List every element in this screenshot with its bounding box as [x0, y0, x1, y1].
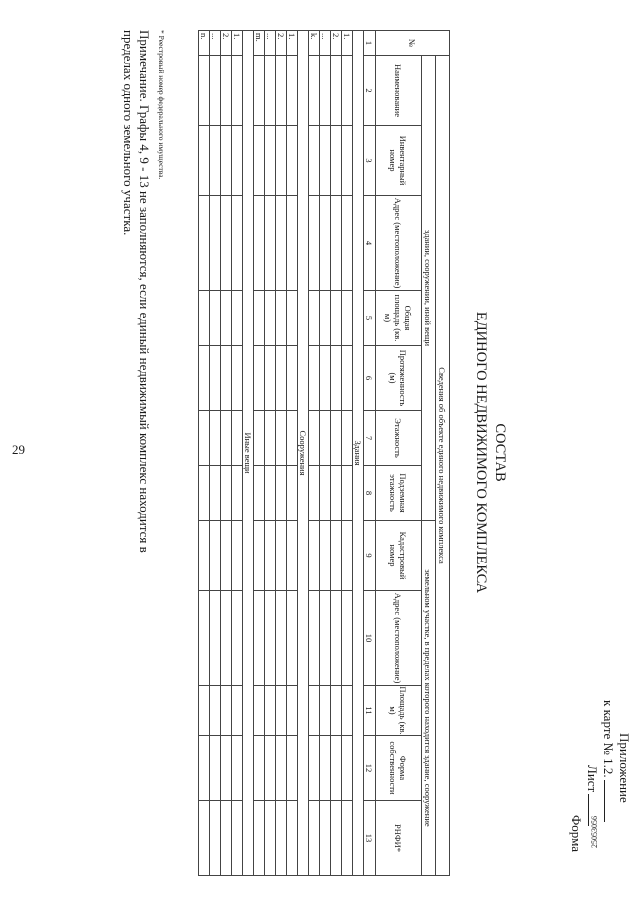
- table-cell: [221, 686, 232, 736]
- section-header-row: [243, 31, 254, 876]
- table-cell: [331, 736, 342, 801]
- table-cell: [276, 126, 287, 196]
- appendix-line: Приложение: [617, 733, 632, 803]
- table-cell: [199, 686, 210, 736]
- col-num: 9: [364, 521, 376, 591]
- table-cell: [309, 521, 320, 591]
- col-num: 13: [364, 801, 376, 876]
- table-cell: [254, 196, 265, 291]
- col-num: 11: [364, 686, 376, 736]
- table-cell: [309, 411, 320, 466]
- row-number: n.: [199, 31, 210, 56]
- table-cell: [232, 591, 243, 686]
- table-cell: [320, 466, 331, 521]
- table-cell: [265, 56, 276, 126]
- table-cell: [276, 686, 287, 736]
- row-number: 2.: [221, 31, 232, 56]
- table-cell: [221, 126, 232, 196]
- table-cell: [342, 291, 353, 346]
- table-cell: [331, 686, 342, 736]
- section-header-row: [298, 31, 309, 876]
- table-cell: [287, 801, 298, 876]
- row-number: ...: [320, 31, 331, 56]
- table-cell: [287, 466, 298, 521]
- table-cell: [342, 466, 353, 521]
- table-cell: [276, 291, 287, 346]
- table-cell: [287, 591, 298, 686]
- table-cell: [254, 56, 265, 126]
- sheet-number-line: [588, 794, 599, 826]
- table-cell: [331, 126, 342, 196]
- table-cell: [254, 591, 265, 686]
- table-cell: [331, 801, 342, 876]
- table-cell: [221, 591, 232, 686]
- header-land-area: Площадь (кв. м): [376, 686, 422, 736]
- table-cell: [342, 801, 353, 876]
- table-cell: [199, 801, 210, 876]
- table-cell: [331, 411, 342, 466]
- appendix-ref: [600, 645, 616, 865]
- col-num: 1: [364, 31, 376, 56]
- table-cell: [221, 346, 232, 411]
- table-row: [265, 31, 276, 876]
- table-cell: [342, 411, 353, 466]
- table-cell: [309, 686, 320, 736]
- table-cell: [210, 736, 221, 801]
- table-cell: [309, 801, 320, 876]
- table-cell: [232, 521, 243, 591]
- row-number: k.: [309, 31, 320, 56]
- header-ownership: Форма собственности: [376, 736, 422, 801]
- section-header-row: [353, 31, 364, 876]
- table-cell: [331, 521, 342, 591]
- table-cell: [199, 411, 210, 466]
- table-cell: [254, 466, 265, 521]
- header-rnfi: РНФИ*: [376, 801, 422, 876]
- table-cell: [210, 346, 221, 411]
- table-cell: [342, 736, 353, 801]
- header-floors: Этажность: [376, 411, 422, 466]
- table-cell: [210, 56, 221, 126]
- document-title: [471, 0, 509, 905]
- table-cell: [265, 521, 276, 591]
- table-cell: [254, 411, 265, 466]
- sheet-label: Лист: [585, 765, 600, 793]
- col-number-header: №: [376, 31, 450, 56]
- table-cell: [210, 521, 221, 591]
- col-num: 2: [364, 56, 376, 126]
- table-cell: [232, 801, 243, 876]
- table-cell: [331, 291, 342, 346]
- table-cell: [331, 56, 342, 126]
- table-cell: [254, 346, 265, 411]
- table-cell: [199, 346, 210, 411]
- table-cell: [342, 521, 353, 591]
- row-number: 2.: [331, 31, 342, 56]
- table-cell: [276, 591, 287, 686]
- header-name: Наименование: [376, 56, 422, 126]
- table-cell: [309, 196, 320, 291]
- table-cell: [210, 126, 221, 196]
- table-row: [287, 31, 298, 876]
- row-number: m.: [254, 31, 265, 56]
- table-cell: [254, 736, 265, 801]
- table-cell: [276, 411, 287, 466]
- table-cell: [342, 591, 353, 686]
- table-cell: [221, 56, 232, 126]
- table-cell: [320, 411, 331, 466]
- section-label: Здания: [353, 31, 364, 876]
- table-row: [221, 31, 232, 876]
- table-cell: [287, 686, 298, 736]
- table-cell: [265, 736, 276, 801]
- col-num: 8: [364, 466, 376, 521]
- table-cell: [199, 466, 210, 521]
- header-cadastral: Кадастровый номер: [376, 521, 422, 591]
- table-cell: [287, 56, 298, 126]
- table-cell: [287, 196, 298, 291]
- form-code: 25053056: [590, 816, 599, 848]
- table-cell: [210, 686, 221, 736]
- table-cell: [287, 736, 298, 801]
- col-num: 5: [364, 291, 376, 346]
- table-cell: [254, 686, 265, 736]
- table-cell: [309, 56, 320, 126]
- table-cell: [210, 196, 221, 291]
- header-underground: Подземная этажность: [376, 466, 422, 521]
- col-num: 3: [364, 126, 376, 196]
- table-cell: [254, 521, 265, 591]
- row-number: ...: [210, 31, 221, 56]
- table-cell: [221, 521, 232, 591]
- table-cell: [276, 521, 287, 591]
- table-row: [342, 31, 353, 876]
- table-row: [254, 31, 265, 876]
- row-number: 1.: [232, 31, 243, 56]
- table-cell: [199, 521, 210, 591]
- table-cell: [210, 466, 221, 521]
- table-cell: [331, 346, 342, 411]
- table-cell: [287, 346, 298, 411]
- complex-table: [198, 30, 450, 876]
- table-cell: [232, 291, 243, 346]
- group-building-header: здании, сооружении, иной вещи: [422, 56, 436, 521]
- table-cell: [199, 736, 210, 801]
- table-cell: [276, 196, 287, 291]
- table-cell: [320, 801, 331, 876]
- table-cell: [199, 126, 210, 196]
- table-cell: [221, 466, 232, 521]
- table-cell: [342, 196, 353, 291]
- table-cell: [287, 126, 298, 196]
- title-line-2: ЕДИНОГО НЕДВИЖИМОГО КОМПЛЕКСА: [473, 311, 489, 594]
- table-cell: [320, 56, 331, 126]
- table-cell: [320, 291, 331, 346]
- row-number: 2.: [276, 31, 287, 56]
- row-number: 1.: [342, 31, 353, 56]
- table-row: [210, 31, 221, 876]
- table-cell: [221, 196, 232, 291]
- table-cell: [276, 801, 287, 876]
- table-cell: [342, 56, 353, 126]
- header-inventory: Инвентарный номер: [376, 126, 422, 196]
- table-cell: [320, 346, 331, 411]
- table-cell: [309, 346, 320, 411]
- table-cell: [331, 196, 342, 291]
- table-cell: [232, 466, 243, 521]
- table-cell: [254, 291, 265, 346]
- table-cell: [276, 346, 287, 411]
- page-number: 29: [12, 442, 25, 457]
- col-num: 7: [364, 411, 376, 466]
- table-row: [331, 31, 342, 876]
- table-cell: [331, 466, 342, 521]
- table-cell: [199, 591, 210, 686]
- table-cell: [309, 466, 320, 521]
- table-cell: [232, 736, 243, 801]
- table-cell: [221, 411, 232, 466]
- section-label: Иные вещи: [243, 31, 254, 876]
- table-cell: [265, 346, 276, 411]
- group-land-header: земельном участке, в пределах которого находится здание, сооружение: [422, 521, 436, 876]
- table-cell: [309, 736, 320, 801]
- footnote: * Реестровый номер федерального имущества.: [157, 30, 166, 180]
- col-num: 4: [364, 196, 376, 291]
- table-cell: [232, 411, 243, 466]
- table-cell: [265, 591, 276, 686]
- header-land-address: Адрес (местоположение): [376, 591, 422, 686]
- appendix-block: [568, 645, 632, 865]
- table-cell: [331, 591, 342, 686]
- table-cell: [265, 466, 276, 521]
- note: Примечание. Графы 4, 9 - 13 не заполняются, если единый недвижимый комплекс находится в пределах одного земельного участка.: [121, 30, 152, 553]
- table-cell: [276, 56, 287, 126]
- row-number: ...: [265, 31, 276, 56]
- table-cell: [265, 801, 276, 876]
- title-line-1: СОСТАВ: [492, 423, 508, 482]
- table-row: [276, 31, 287, 876]
- table-cell: [320, 196, 331, 291]
- table-cell: [265, 196, 276, 291]
- group-object-header: Сведения об объекте единого недвижимого комплекса: [436, 56, 450, 876]
- table-cell: [210, 591, 221, 686]
- table-row: [309, 31, 320, 876]
- section-label: Сооружения: [298, 31, 309, 876]
- table-cell: [221, 801, 232, 876]
- table-cell: [287, 291, 298, 346]
- appendix-card-ref: к карте № 1.2.: [601, 700, 616, 778]
- table-cell: [309, 126, 320, 196]
- table-cell: [309, 591, 320, 686]
- table-cell: [221, 291, 232, 346]
- table-cell: [320, 126, 331, 196]
- table-cell: [309, 291, 320, 346]
- table-cell: [287, 411, 298, 466]
- card-number-line: [604, 780, 615, 822]
- table-row: [320, 31, 331, 876]
- table-cell: [210, 291, 221, 346]
- table-cell: [276, 736, 287, 801]
- table-cell: [320, 686, 331, 736]
- table-cell: [320, 591, 331, 686]
- table-cell: [254, 801, 265, 876]
- table-cell: [232, 196, 243, 291]
- table-row: [232, 31, 243, 876]
- header-address: Адрес (местоположение): [376, 196, 422, 291]
- sheet-field: [584, 645, 600, 865]
- table-cell: [232, 56, 243, 126]
- table-cell: [221, 736, 232, 801]
- header-area: Общая площадь (кв. м): [376, 291, 422, 346]
- table-cell: [199, 196, 210, 291]
- table-cell: [265, 126, 276, 196]
- table-cell: [342, 686, 353, 736]
- table-cell: [320, 736, 331, 801]
- table-cell: [342, 346, 353, 411]
- table-cell: [232, 346, 243, 411]
- table-cell: [265, 291, 276, 346]
- table-cell: [287, 521, 298, 591]
- table-cell: [232, 686, 243, 736]
- table-cell: [199, 56, 210, 126]
- table-cell: [199, 291, 210, 346]
- col-num: 6: [364, 346, 376, 411]
- table-cell: [320, 521, 331, 591]
- table-cell: [254, 126, 265, 196]
- table-row: [199, 31, 210, 876]
- table-cell: [210, 801, 221, 876]
- table-cell: [265, 686, 276, 736]
- row-number: 1.: [287, 31, 298, 56]
- table-cell: [265, 411, 276, 466]
- table-cell: [276, 466, 287, 521]
- column-number-row: [364, 31, 376, 876]
- col-num: 12: [364, 736, 376, 801]
- table-cell: [210, 411, 221, 466]
- header-length: Протяженность (м): [376, 346, 422, 411]
- form-label: Форма: [569, 815, 584, 852]
- table-cell: [342, 126, 353, 196]
- table-cell: [232, 126, 243, 196]
- col-num: 10: [364, 591, 376, 686]
